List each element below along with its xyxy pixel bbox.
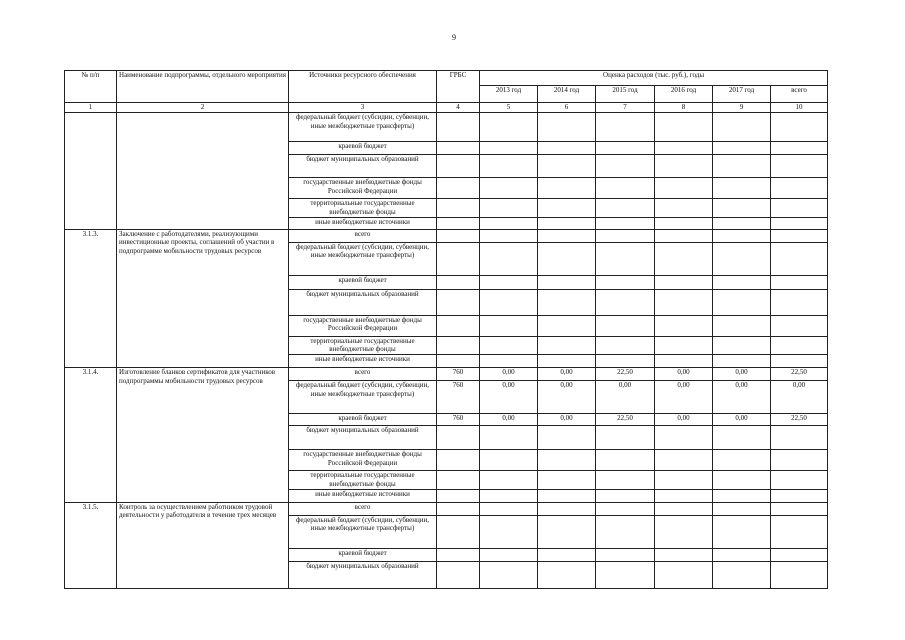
funding-source: бюджет муниципальных образований bbox=[289, 561, 437, 588]
expense-value bbox=[713, 155, 771, 178]
expense-total bbox=[771, 450, 828, 471]
page-number: 9 bbox=[452, 33, 456, 42]
expense-total bbox=[771, 471, 828, 490]
funding-source: краевой бюджет bbox=[289, 414, 437, 426]
expense-value bbox=[596, 336, 655, 355]
grbs-code bbox=[437, 471, 480, 490]
grbs-code bbox=[437, 502, 480, 515]
expense-total bbox=[771, 355, 828, 368]
expense-value bbox=[538, 242, 596, 275]
column-number: 9 bbox=[713, 103, 771, 113]
expense-value bbox=[596, 199, 655, 218]
expense-value bbox=[655, 426, 713, 450]
expense-value bbox=[480, 336, 538, 355]
expense-value bbox=[713, 242, 771, 275]
expense-value bbox=[655, 113, 713, 142]
expense-value bbox=[655, 355, 713, 368]
expense-value bbox=[596, 155, 655, 178]
funding-source: иные внебюджетные источники bbox=[289, 489, 437, 502]
expense-value bbox=[655, 242, 713, 275]
expense-value bbox=[538, 471, 596, 490]
expense-value bbox=[480, 178, 538, 199]
grbs-code bbox=[437, 489, 480, 502]
funding-source: бюджет муниципальных образований bbox=[289, 426, 437, 450]
expense-value bbox=[713, 426, 771, 450]
funding-source: всего bbox=[289, 229, 437, 242]
header-grbs: ГРБС bbox=[437, 71, 480, 103]
expense-value bbox=[655, 275, 713, 289]
expense-total bbox=[771, 426, 828, 450]
table-row bbox=[65, 368, 828, 381]
expense-total: 22,50 bbox=[771, 414, 828, 426]
grbs-code bbox=[437, 561, 480, 588]
expense-value bbox=[480, 489, 538, 502]
expense-value: 0,00 bbox=[655, 368, 713, 381]
expense-value: 0,00 bbox=[655, 381, 713, 414]
activity-code: 3.1.5. bbox=[65, 502, 117, 588]
expense-value bbox=[596, 502, 655, 515]
activity-name: Заключение с работодателями, реализующими инвестиционные проекты, соглашений об участии в подпрограмме мобильности трудовых ресурсов bbox=[117, 229, 289, 368]
funding-source: бюджет муниципальных образований bbox=[289, 155, 437, 178]
expense-value bbox=[713, 355, 771, 368]
expense-value bbox=[713, 199, 771, 218]
activity-name: Изготовление бланков сертификатов для участников подпрограммы мобильности трудовых ресурсов bbox=[117, 368, 289, 503]
funding-source: всего bbox=[289, 368, 437, 381]
expense-value bbox=[713, 561, 771, 588]
expense-value bbox=[538, 199, 596, 218]
expense-value bbox=[596, 178, 655, 199]
expense-total bbox=[771, 289, 828, 315]
expense-value bbox=[538, 178, 596, 199]
header-year: 2017 год bbox=[713, 86, 771, 103]
expense-value bbox=[480, 113, 538, 142]
expense-total bbox=[771, 199, 828, 218]
expense-value bbox=[655, 471, 713, 490]
funding-source: иные внебюджетные источники bbox=[289, 355, 437, 368]
expense-value: 0,00 bbox=[480, 414, 538, 426]
expense-value: 0,00 bbox=[713, 414, 771, 426]
expense-value bbox=[713, 178, 771, 199]
funding-source: федеральный бюджет (субсидии, субвенции, иные межбюджетные трансферты) bbox=[289, 242, 437, 275]
expense-total bbox=[771, 548, 828, 561]
header-name: Наименование подпрограммы, отдельного мероприятия bbox=[117, 71, 289, 103]
column-number: 4 bbox=[437, 103, 480, 113]
expense-total bbox=[771, 242, 828, 275]
expense-value bbox=[480, 355, 538, 368]
column-number: 5 bbox=[480, 103, 538, 113]
funding-source: иные внебюджетные источники bbox=[289, 217, 437, 229]
activity-code: 3.1.3. bbox=[65, 229, 117, 368]
expense-value: 0,00 bbox=[713, 381, 771, 414]
column-number: 1 bbox=[65, 103, 117, 113]
expense-total bbox=[771, 113, 828, 142]
expense-value bbox=[538, 426, 596, 450]
activity-name bbox=[117, 113, 289, 230]
expense-value bbox=[480, 199, 538, 218]
funding-source: территориальные государственные внебюджетные фонды bbox=[289, 199, 437, 218]
expense-value bbox=[596, 229, 655, 242]
expense-value bbox=[538, 155, 596, 178]
expense-total: 0,00 bbox=[771, 381, 828, 414]
expense-value: 0,00 bbox=[538, 381, 596, 414]
expense-total bbox=[771, 142, 828, 155]
expense-total bbox=[771, 178, 828, 199]
expense-value bbox=[713, 275, 771, 289]
expense-value: 0,00 bbox=[713, 368, 771, 381]
expense-value: 0,00 bbox=[655, 414, 713, 426]
expense-value bbox=[480, 229, 538, 242]
expense-value bbox=[538, 142, 596, 155]
column-number: 3 bbox=[289, 103, 437, 113]
expense-value bbox=[713, 336, 771, 355]
column-numbers-row bbox=[65, 103, 828, 113]
header-year: 2013 год bbox=[480, 86, 538, 103]
grbs-code: 760 bbox=[437, 381, 480, 414]
expense-value bbox=[596, 217, 655, 229]
expense-value bbox=[538, 217, 596, 229]
grbs-code: 760 bbox=[437, 414, 480, 426]
expense-value bbox=[596, 315, 655, 336]
expense-value bbox=[713, 548, 771, 561]
expense-value bbox=[713, 217, 771, 229]
funding-source: территориальные государственные внебюджетные фонды bbox=[289, 336, 437, 355]
expense-value bbox=[655, 217, 713, 229]
grbs-code bbox=[437, 515, 480, 548]
funding-source: бюджет муниципальных образований bbox=[289, 289, 437, 315]
grbs-code bbox=[437, 178, 480, 199]
expense-value bbox=[596, 426, 655, 450]
grbs-code bbox=[437, 275, 480, 289]
expense-value bbox=[655, 155, 713, 178]
expense-value: 0,00 bbox=[538, 414, 596, 426]
activity-name: Контроль за осуществлением работником трудовой деятельности у работодателя в течение трех месяцев bbox=[117, 502, 289, 588]
funding-source: краевой бюджет bbox=[289, 275, 437, 289]
grbs-code bbox=[437, 242, 480, 275]
column-number: 8 bbox=[655, 103, 713, 113]
expense-value bbox=[538, 275, 596, 289]
grbs-code: 760 bbox=[437, 368, 480, 381]
expense-value bbox=[596, 242, 655, 275]
expense-value bbox=[655, 502, 713, 515]
expense-value bbox=[538, 289, 596, 315]
grbs-code bbox=[437, 450, 480, 471]
funding-source: государственные внебюджетные фонды Российской Федерации bbox=[289, 315, 437, 336]
header-year: 2014 год bbox=[538, 86, 596, 103]
expense-value bbox=[538, 315, 596, 336]
grbs-code bbox=[437, 229, 480, 242]
header-year: 2015 год bbox=[596, 86, 655, 103]
expense-value bbox=[596, 355, 655, 368]
expense-value bbox=[538, 229, 596, 242]
expense-value bbox=[538, 548, 596, 561]
expense-value bbox=[538, 515, 596, 548]
expense-value: 0,00 bbox=[480, 381, 538, 414]
expense-value bbox=[538, 502, 596, 515]
expense-value bbox=[713, 515, 771, 548]
table-row bbox=[65, 113, 828, 142]
expense-value bbox=[713, 450, 771, 471]
expense-value bbox=[713, 315, 771, 336]
expense-value bbox=[713, 489, 771, 502]
expense-value bbox=[596, 275, 655, 289]
expense-value bbox=[713, 113, 771, 142]
expense-value bbox=[655, 229, 713, 242]
expense-value bbox=[713, 229, 771, 242]
expense-value bbox=[655, 315, 713, 336]
grbs-code bbox=[437, 155, 480, 178]
expense-total bbox=[771, 229, 828, 242]
expense-value bbox=[596, 548, 655, 561]
expense-value bbox=[655, 450, 713, 471]
expense-value bbox=[480, 315, 538, 336]
grbs-code bbox=[437, 217, 480, 229]
expense-value: 22,50 bbox=[596, 414, 655, 426]
expense-value bbox=[538, 113, 596, 142]
expense-value bbox=[538, 336, 596, 355]
expense-total bbox=[771, 155, 828, 178]
expense-total bbox=[771, 315, 828, 336]
expense-value bbox=[655, 489, 713, 502]
funding-source: государственные внебюджетные фонды Российской Федерации bbox=[289, 178, 437, 199]
budget-table bbox=[64, 70, 828, 589]
expense-value bbox=[596, 561, 655, 588]
header-year: 2016 год bbox=[655, 86, 713, 103]
expense-total bbox=[771, 217, 828, 229]
funding-source: краевой бюджет bbox=[289, 548, 437, 561]
expense-value bbox=[713, 471, 771, 490]
funding-source: государственные внебюджетные фонды Российской Федерации bbox=[289, 450, 437, 471]
activity-code: 3.1.4. bbox=[65, 368, 117, 503]
grbs-code bbox=[437, 289, 480, 315]
expense-value bbox=[596, 471, 655, 490]
column-number: 6 bbox=[538, 103, 596, 113]
expense-total bbox=[771, 515, 828, 548]
expense-value bbox=[480, 502, 538, 515]
expense-value bbox=[538, 450, 596, 471]
grbs-code bbox=[437, 113, 480, 142]
expense-value bbox=[480, 217, 538, 229]
funding-source: краевой бюджет bbox=[289, 142, 437, 155]
expense-value bbox=[655, 178, 713, 199]
expense-value bbox=[480, 426, 538, 450]
expense-value bbox=[713, 502, 771, 515]
grbs-code bbox=[437, 199, 480, 218]
funding-source: всего bbox=[289, 502, 437, 515]
header-expenses: Оценка расходов (тыс. руб.), годы bbox=[480, 71, 828, 86]
expense-value bbox=[538, 355, 596, 368]
grbs-code bbox=[437, 426, 480, 450]
expense-total bbox=[771, 336, 828, 355]
activity-code bbox=[65, 113, 117, 230]
funding-source: федеральный бюджет (субсидии, субвенции, иные межбюджетные трансферты) bbox=[289, 515, 437, 548]
expense-value bbox=[480, 142, 538, 155]
expense-total bbox=[771, 275, 828, 289]
expense-value bbox=[596, 515, 655, 548]
expense-value: 22,50 bbox=[596, 368, 655, 381]
expense-value bbox=[538, 561, 596, 588]
expense-value bbox=[480, 155, 538, 178]
header-num: № п/п bbox=[65, 71, 117, 103]
expense-value bbox=[596, 142, 655, 155]
table-row bbox=[65, 502, 828, 515]
table-body bbox=[65, 113, 828, 589]
expense-value bbox=[596, 113, 655, 142]
grbs-code bbox=[437, 336, 480, 355]
expense-value bbox=[655, 515, 713, 548]
expense-value bbox=[480, 450, 538, 471]
expense-total: 22,50 bbox=[771, 368, 828, 381]
header-sources: Источники ресурсного обеспечения bbox=[289, 71, 437, 103]
expense-total bbox=[771, 489, 828, 502]
expense-total bbox=[771, 502, 828, 515]
column-number: 2 bbox=[117, 103, 289, 113]
expense-value bbox=[655, 548, 713, 561]
expense-value bbox=[480, 515, 538, 548]
grbs-code bbox=[437, 355, 480, 368]
expense-value bbox=[713, 142, 771, 155]
table-row bbox=[65, 229, 828, 242]
expense-value bbox=[538, 489, 596, 502]
expense-value bbox=[480, 275, 538, 289]
grbs-code bbox=[437, 142, 480, 155]
expense-value bbox=[655, 199, 713, 218]
column-number: 7 bbox=[596, 103, 655, 113]
expense-value bbox=[655, 142, 713, 155]
funding-source: федеральный бюджет (субсидии, субвенции, иные межбюджетные трансферты) bbox=[289, 113, 437, 142]
expense-value bbox=[480, 561, 538, 588]
funding-source: территориальные государственные внебюджетные фонды bbox=[289, 471, 437, 490]
expense-value bbox=[655, 561, 713, 588]
expense-value bbox=[480, 289, 538, 315]
expense-value bbox=[713, 289, 771, 315]
expense-value bbox=[655, 336, 713, 355]
column-number: 10 bbox=[771, 103, 828, 113]
expense-value bbox=[596, 450, 655, 471]
expense-value bbox=[655, 289, 713, 315]
expense-value bbox=[596, 289, 655, 315]
grbs-code bbox=[437, 548, 480, 561]
funding-source: федеральный бюджет (субсидии, субвенции, иные межбюджетные трансферты) bbox=[289, 381, 437, 414]
expense-total bbox=[771, 561, 828, 588]
expense-value bbox=[480, 242, 538, 275]
expense-value bbox=[480, 471, 538, 490]
expense-value bbox=[480, 548, 538, 561]
expense-value: 0,00 bbox=[538, 368, 596, 381]
expense-value: 0,00 bbox=[596, 381, 655, 414]
grbs-code bbox=[437, 315, 480, 336]
header-total: всего bbox=[771, 86, 828, 103]
expense-value: 0,00 bbox=[480, 368, 538, 381]
expense-value bbox=[596, 489, 655, 502]
